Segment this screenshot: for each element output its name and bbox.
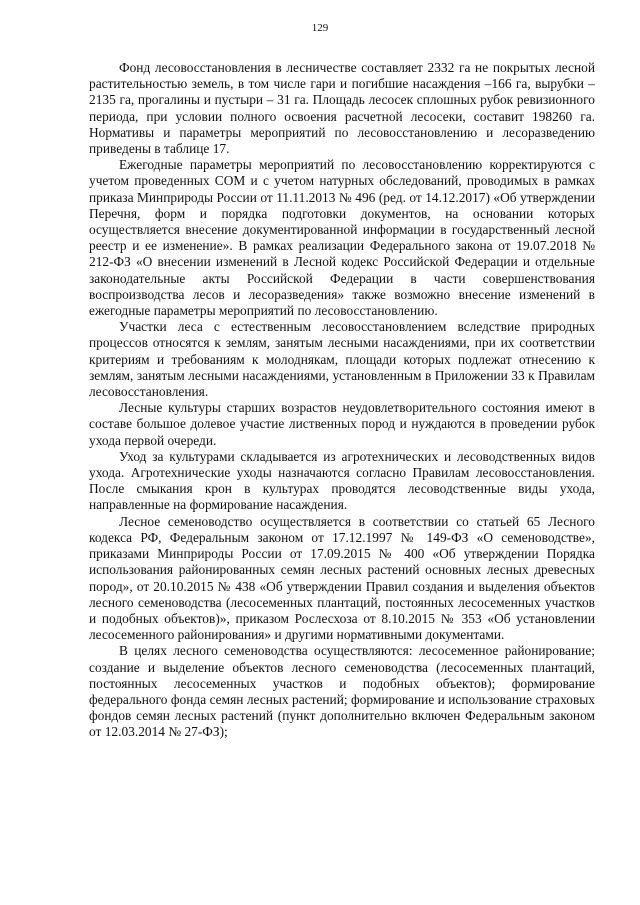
paragraph-natural-regeneration: Участки леса с естественным лесовосстановлением вследствие природных процессов относятся к землям, занятым лесными насаждениями, при их соответствии критериям и требованиям к молоднякам, площади которых подлежат отнесению к землям, занятым лесными насаждениями, установленным в Приложении 33 к Правилам лесовосстановления. — [89, 319, 595, 400]
paragraph-seed-production-goals: В целях лесного семеноводства осуществляются: лесосеменное районирование; создание и выделение объектов лесного семеноводства (лесосеменных плантаций, постоянных лесосеменных участков и подобных объектов); формирование федерального фонда семян лесных растений; формирование и использование страховых фондов семян лесных растений (пункт дополнительно включен Федеральным законом от 12.03.2014 № 27-ФЗ); — [89, 643, 595, 740]
paragraph-annual-parameters: Ежегодные параметры мероприятий по лесовосстановлению корректируются с учетом проведенных СОМ и с учетом натурных обследований, проводимых в рамках приказа Минприроды России от 11.11.2013 № 496 (ред. от 14.12.2017) «Об утверждении Перечня, форм и порядка подготовки документов, на основании которых осуществляется внесение документированной информации в государственный лесной реестр и ее изменение». В рамках реализации Федерального закона от 19.07.2018 № 212-ФЗ «О внесении изменений в Лесной кодекс Российской Федерации и отдельные законодательные акты Российской Федерации в части совершенствования воспроизводства лесов и лесоразведения» также возможно внесение изменений в ежегодные параметры мероприятий по лесовосстановлению. — [89, 157, 595, 319]
paragraph-plantation-care: Уход за культурами складывается из агротехнических и лесоводственных видов ухода. Агротехнические уходы назначаются согласно Правилам лесовосстановления. После смыкания крон в культурах проводятся лесоводственные виды ухода, направленные на формирование насаждения. — [89, 448, 595, 513]
paragraph-older-plantations: Лесные культуры старших возрастов неудовлетворительного состояния имеют в составе большое долевое участие лиственных пород и нуждаются в проведении рубок ухода первой очереди. — [89, 400, 595, 448]
paragraph-seed-production: Лесное семеноводство осуществляется в соответствии со статьей 65 Лесного кодекса РФ, Федеральным законом от 17.12.1997 № 149-ФЗ «О семеноводстве», приказами Минприроды России от 17.09.2015 № 400 «Об утверждении Порядка использования районированных семян лесных растений основных лесных древесных пород», от 20.10.2015 № 438 «Об утверждении Правил создания и выделения объектов лесного семеноводства (лесосеменных плантаций, постоянных лесосеменных участков и подобных объектов)», приказом Рослесхоза от 8.10.2015 № 353 «Об установлении лесосеменного районирования» и другими нормативными документами. — [89, 513, 595, 643]
page-number: 129 — [311, 22, 329, 34]
document-body — [89, 60, 595, 741]
paragraph-reforestation-fund: Фонд лесовосстановления в лесничестве составляет 2332 га не покрытых лесной растительностью земель, в том числе гари и погибшие насаждения –166 га, вырубки – 2135 га, прогалины и пустыри – 31 га. Площадь лесосек сплошных рубок ревизионного периода, при условии полного освоения расчетной лесосеки, составит 198260 га. Нормативы и параметры мероприятий по лесовосстановлению и лесоразведению приведены в таблице 17. — [89, 60, 595, 157]
